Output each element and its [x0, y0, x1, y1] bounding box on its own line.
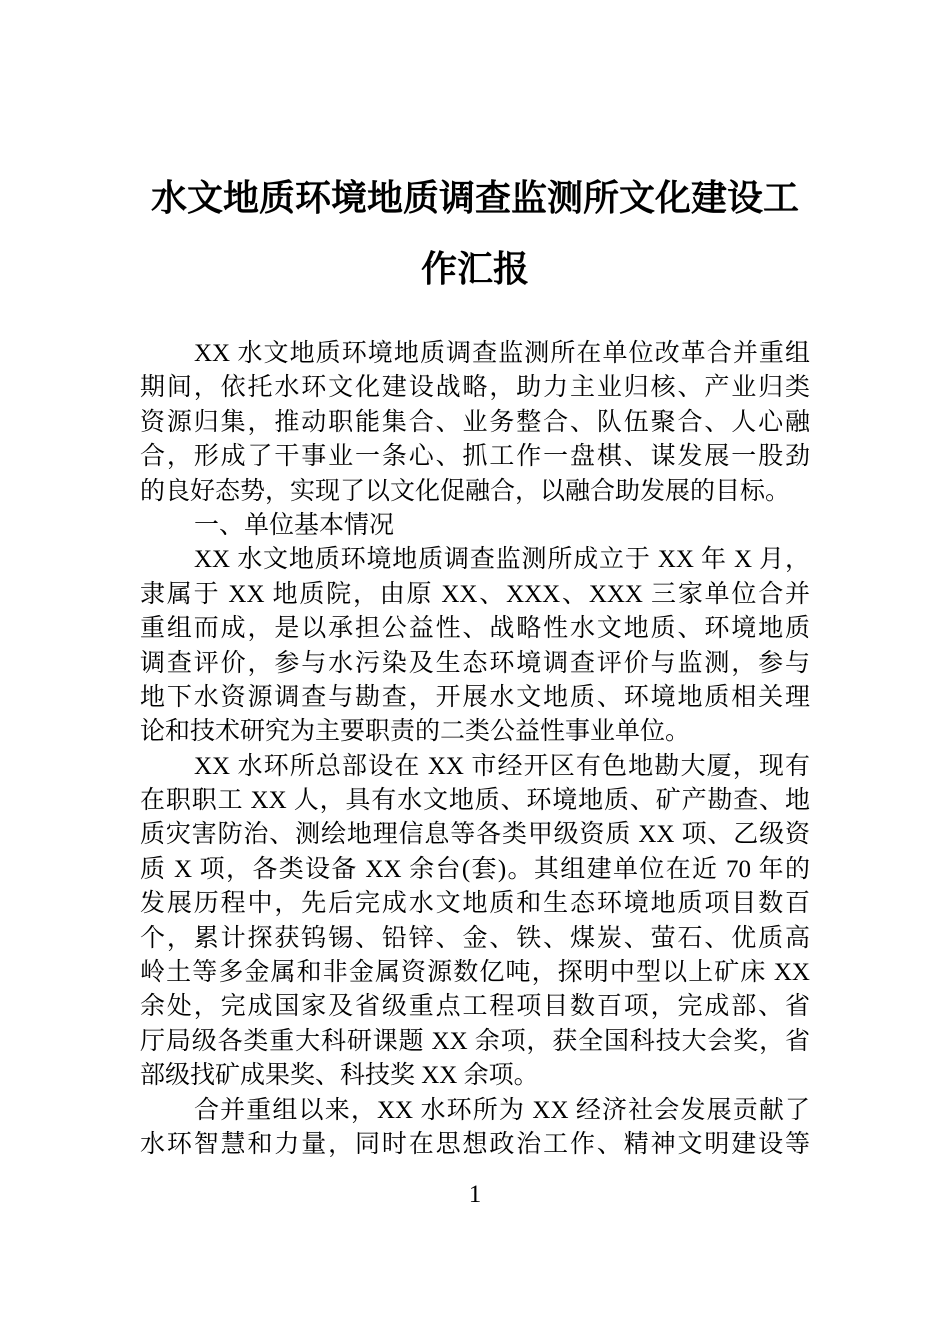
- paragraph-merger: [140, 1094, 810, 1163]
- document-title-line-2: 作汇报: [420, 248, 529, 289]
- text-line: 合并重组以来，XX 水环所为 XX 经济社会发展贡献了: [194, 1096, 810, 1124]
- text-line: 厅局级各类重大科研课题 XX 余项，获全国科技大会奖，省: [140, 1027, 810, 1055]
- page-number: 1: [468, 1181, 482, 1209]
- document-title: [0, 0, 950, 304]
- text-line: 地下水资源调查与勘查，开展水文地质、环境地质相关理: [140, 683, 810, 711]
- text-line: 质灾害防治、测绘地理信息等各类甲级资质 XX 项、乙级资: [140, 821, 810, 849]
- text-line: 调查评价，参与水污染及生态环境调查评价与监测，参与: [140, 649, 810, 677]
- text-line: 重组而成，是以承担公益性、战略性水文地质、环境地质: [140, 615, 810, 643]
- text-line: XX 水文地质环境地质调查监测所在单位改革合并重组: [194, 340, 810, 367]
- text-line: 个，累计探获钨锡、铅锌、金、铁、煤炭、萤石、优质高: [140, 924, 810, 952]
- text-line: 质 X 项，各类设备 XX 余台(套)。其组建单位在近 70 年的: [140, 855, 810, 883]
- section-heading-text: 一、单位基本情况: [194, 511, 395, 539]
- text-line: XX 水环所总部设在 XX 市经开区有色地勘大厦，现有: [194, 752, 810, 780]
- text-line: 在职职工 XX 人，具有水文地质、环境地质、矿产勘查、地: [140, 787, 810, 815]
- text-line: 隶属于 XX 地质院，由原 XX、XXX、XXX 三家单位合并: [140, 580, 810, 608]
- text-line: 发展历程中，先后完成水文地质和生态环境地质项目数百: [140, 890, 810, 918]
- document-body: [140, 337, 810, 1162]
- paragraph-headquarters: [140, 750, 810, 1094]
- text-line: 部级找矿成果奖、科技奖 XX 余项。: [140, 1062, 539, 1090]
- document-title-line-1: 水文地质环境地质调查监测所文化建设工: [150, 177, 799, 218]
- text-line: 的良好态势，实现了以文化促融合，以融合助发展的目标。: [140, 477, 791, 505]
- paragraph-intro: [140, 337, 810, 509]
- paragraph-unit-overview: [140, 543, 810, 749]
- text-line: 岭土等多金属和非金属资源数亿吨，探明中型以上矿床 XX: [140, 959, 810, 987]
- text-line: XX 水文地质环境地质调查监测所成立于 XX 年 X 月，: [194, 546, 810, 574]
- text-line: 期间，依托水环文化建设战略，助力主业归核、产业归类: [140, 374, 810, 402]
- text-line: 资源归集，推动职能集合、业务整合、队伍聚合、人心融: [140, 408, 810, 436]
- text-line: 余处，完成国家及省级重点工程项目数百项，完成部、省: [140, 993, 810, 1021]
- text-line: 水环智慧和力量，同时在思想政治工作、精神文明建设等: [140, 1130, 810, 1158]
- text-line: 论和技术研究为主要职责的二类公益性事业单位。: [140, 718, 691, 746]
- text-line: 合，形成了干事业一条心、抓工作一盘棋、谋发展一股劲: [140, 443, 810, 471]
- section-heading-1: [140, 509, 810, 543]
